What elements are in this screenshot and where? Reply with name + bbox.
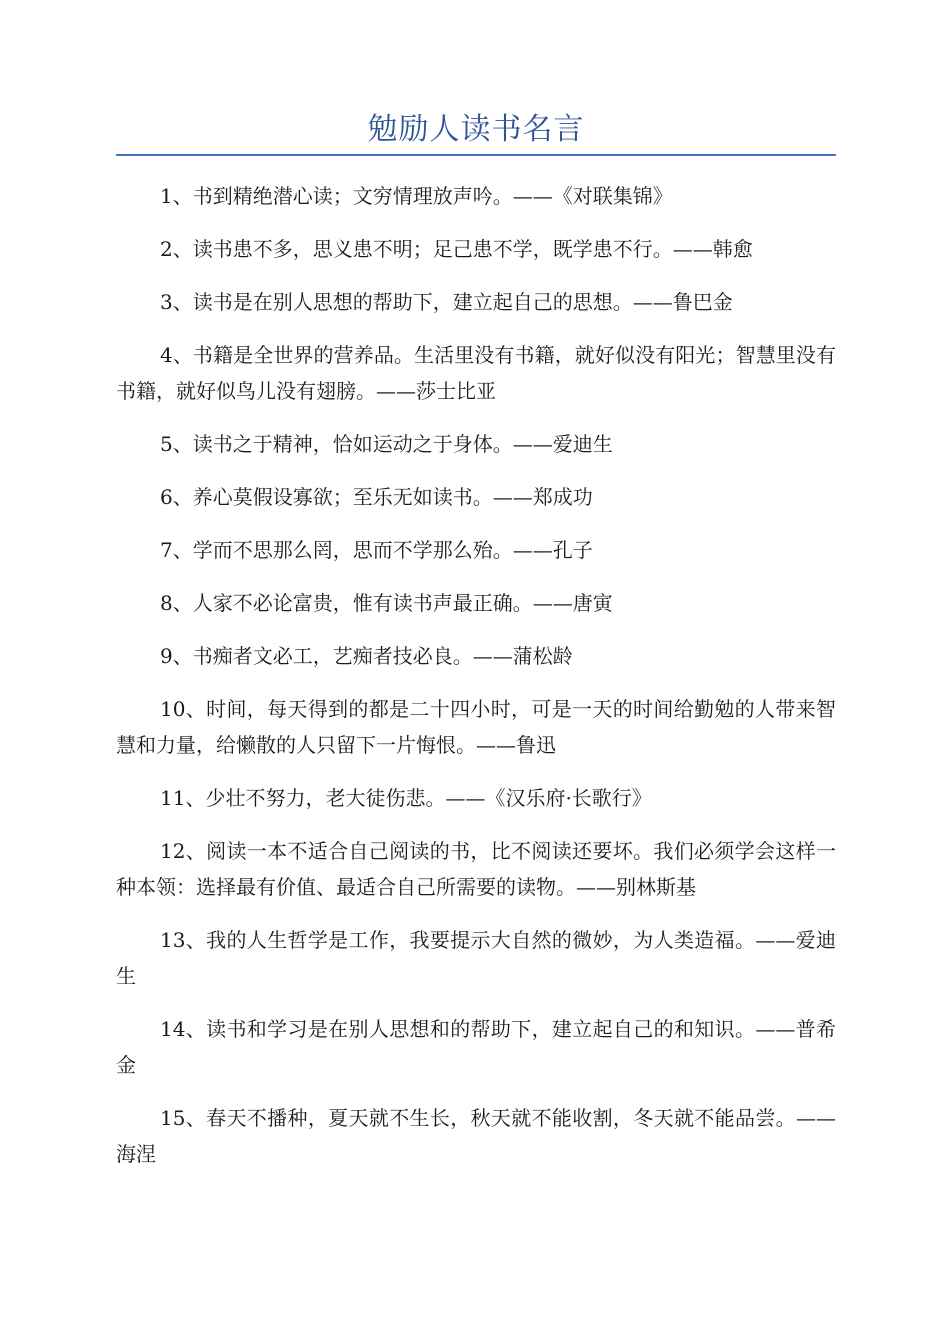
quote-item: 4、书籍是全世界的营养品。生活里没有书籍，就好似没有阳光；智慧里没有书籍，就好似鸟儿没有翅膀。——莎士比亚 xyxy=(116,343,836,403)
title-underline xyxy=(116,154,836,156)
quote-item: 7、学而不思那么罔，思而不学那么殆。——孔子 xyxy=(160,538,593,562)
quote-item: 13、我的人生哲学是工作，我要提示大自然的微妙，为人类造福。——爱迪生 xyxy=(116,928,836,988)
quote-item: 8、人家不必论富贵，惟有读书声最正确。——唐寅 xyxy=(160,591,613,615)
document-page xyxy=(116,108,836,1189)
quote-item: 5、读书之于精神，恰如运动之于身体。——爱迪生 xyxy=(160,432,613,456)
page-title: 勉励人读书名言 xyxy=(367,112,585,147)
quote-item: 15、春天不播种，夏天就不生长，秋天就不能收割，冬天就不能品尝。——海涅 xyxy=(116,1106,836,1166)
quote-item: 3、读书是在别人思想的帮助下，建立起自己的思想。——鲁巴金 xyxy=(160,290,733,314)
quote-item: 12、阅读一本不适合自己阅读的书，比不阅读还要坏。我们必须学会这样一种本领：选择最有价值、最适合自己所需要的读物。——别林斯基 xyxy=(116,839,836,899)
quote-item: 10、时间，每天得到的都是二十四小时，可是一天的时间给勤勉的人带来智慧和力量，给懒散的人只留下一片悔恨。——鲁迅 xyxy=(116,697,836,757)
quote-item: 11、少壮不努力，老大徒伤悲。——《汉乐府·长歌行》 xyxy=(160,786,652,810)
quote-item: 14、读书和学习是在别人思想和的帮助下，建立起自己的和知识。——普希金 xyxy=(116,1017,836,1077)
quote-item: 6、养心莫假设寡欲；至乐无如读书。——郑成功 xyxy=(160,485,593,509)
quote-item: 1、书到精绝潜心读；文穷情理放声吟。——《对联集锦》 xyxy=(160,184,673,208)
quote-list xyxy=(116,178,836,1172)
quote-item: 9、书痴者文必工，艺痴者技必良。——蒲松龄 xyxy=(160,644,573,668)
quote-item: 2、读书患不多，思义患不明；足己患不学，既学患不行。——韩愈 xyxy=(160,237,753,261)
